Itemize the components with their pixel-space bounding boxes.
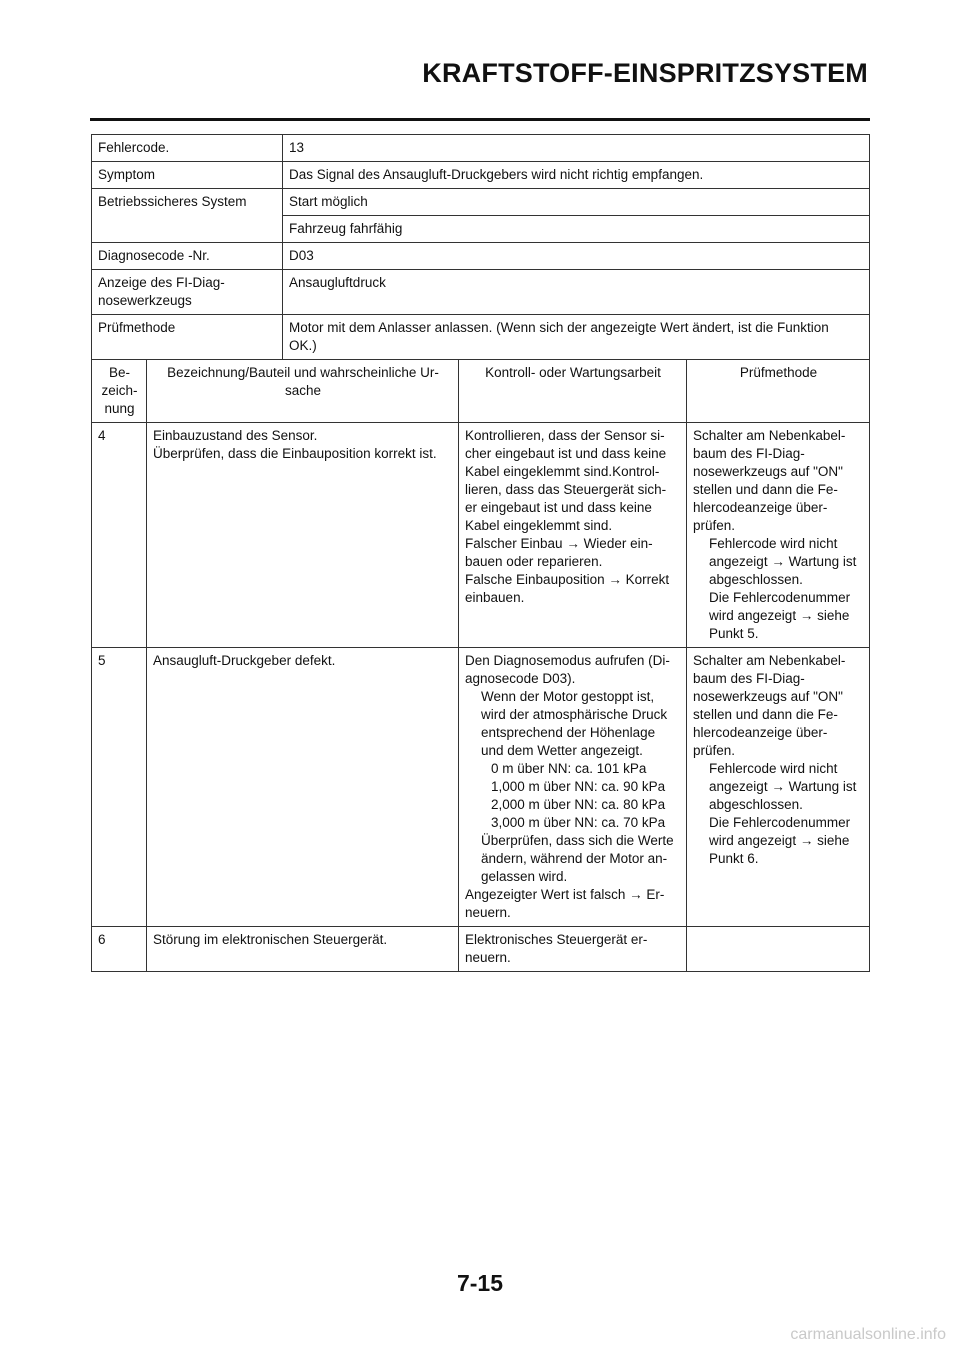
check-line: Schalter am Nebenkabel- [693,653,846,668]
cause-line: Ansaugluft-Druckgeber defekt. [153,653,336,668]
footer-watermark: carmanualsonline.info [790,1326,946,1343]
info-value: Das Signal des Ansaugluft-Druckgebers wird nicht richtig empfangen. [283,162,870,189]
info-row-diagnosecode [92,243,870,270]
row-cause [147,927,459,972]
action-line: Kontrollieren, dass der Sensor si- [465,428,665,443]
cause-line: Störung im elektronischen Steuergerät. [153,932,388,947]
action-line: lieren, dass das Steuergerät sich- [465,482,667,497]
check-line: abgeschlossen. [709,572,803,587]
action-line: er eingebaut ist und dass keine [465,500,652,515]
check-line: baum des FI-Diag- [693,671,805,686]
check-line: Schalter am Nebenkabel- [693,428,846,443]
check-line: wird angezeigt → siehe [709,833,850,848]
check-line: angezeigt → Wartung ist [709,779,857,794]
column-header-check: Prüfmethode [687,360,870,423]
row-number: 6 [92,927,147,972]
check-line: Punkt 6. [709,851,759,866]
column-header-action: Kontroll- oder Wartungsarbeit [459,360,687,423]
column-header-row [92,360,870,423]
pressure-value: 0 m über NN: ca. 101 kPa [491,761,647,776]
title-divider [90,118,870,121]
check-line: Die Fehlercodenummer [709,590,851,605]
pressure-value: 1,000 m über NN: ca. 90 kPa [491,779,666,794]
check-line: Fehlercode wird nicht [709,761,838,776]
cause-line: Überprüfen, dass die Einbauposition korrekt ist. [153,446,437,461]
action-line: cher eingebaut ist und dass keine [465,446,667,461]
check-line: prüfen. [693,743,736,758]
info-row-anzeige [92,270,870,315]
info-row-symptom [92,162,870,189]
action-line: Angezeigter Wert ist falsch → Er- [465,887,665,902]
row-check [687,423,870,648]
row-cause [147,648,459,927]
action-line: ändern, während der Motor an- [481,851,668,866]
check-line: Die Fehlercodenummer [709,815,851,830]
row-cause [147,423,459,648]
info-value: 13 [283,135,870,162]
action-line: bauen oder reparieren. [465,554,603,569]
row-action [459,648,687,927]
table-row [92,648,870,927]
action-line: Falscher Einbau → Wieder ein- [465,536,653,551]
header-line: zeich- [101,383,138,398]
info-value: Ansaugluftdruck [283,270,870,315]
info-label [92,270,283,315]
header-line: Be- [108,365,130,380]
header-line: nung [104,401,135,416]
table-row [92,927,870,972]
page-number: 7-15 [456,1270,504,1296]
header-line: sache [284,383,322,398]
row-number: 4 [92,423,147,648]
fault-code-table [91,134,870,972]
check-line: hlercodeanzeige über- [693,500,828,515]
action-line: und dem Wetter angezeigt. [481,743,643,758]
row-check [687,648,870,927]
action-line: Wenn der Motor gestoppt ist, [481,689,655,704]
action-line: gelassen wird. [481,869,568,884]
check-line: prüfen. [693,518,736,533]
info-label: Diagnosecode -Nr. [92,243,283,270]
header-line: Bezeichnung/Bauteil und wahrscheinliche Ur- [167,365,439,380]
action-line: Elektronisches Steuergerät er- [465,932,648,947]
action-line: neuern. [465,905,511,920]
label-line: nosewerkzeugs [98,293,192,308]
info-value [283,315,870,360]
check-line: stellen und dann die Fe- [693,482,838,497]
action-line: neuern. [465,950,511,965]
action-line: einbauen. [465,590,525,605]
column-header-cause [147,360,459,423]
row-action [459,927,687,972]
pressure-value: 2,000 m über NN: ca. 80 kPa [491,797,666,812]
pressure-value: 3,000 m über NN: ca. 70 kPa [491,815,666,830]
check-line: Fehlercode wird nicht [709,536,838,551]
info-label: Symptom [92,162,283,189]
check-line: abgeschlossen. [709,797,803,812]
action-line: Falsche Einbauposition → Korrekt [465,572,670,587]
check-line: baum des FI-Diag- [693,446,805,461]
info-value: Fahrzeug fahrfähig [283,216,870,243]
check-line: angezeigt → Wartung ist [709,554,857,569]
label-line: Anzeige des FI-Diag- [98,275,225,290]
info-label: Prüfmethode [92,315,283,360]
info-label: Fehlercode. [92,135,283,162]
check-line: nosewerkzeugs auf "ON" [693,689,843,704]
value-line: OK.) [289,338,317,353]
check-line: wird angezeigt → siehe [709,608,850,623]
page-title: KRAFTSTOFF-EINSPRITZSYSTEM [422,58,868,88]
action-line: Kabel eingeklemmt sind. [465,518,613,533]
info-value: D03 [283,243,870,270]
action-line: Kabel eingeklemmt sind.Kontrol- [465,464,660,479]
action-line: Überprüfen, dass sich die Werte [481,833,674,848]
action-line: wird der atmosphärische Druck [481,707,668,722]
check-line: nosewerkzeugs auf "ON" [693,464,843,479]
row-action [459,423,687,648]
column-header-number [92,360,147,423]
action-line: agnosecode D03). [465,671,576,686]
info-row-fehlercode [92,135,870,162]
action-line: Den Diagnosemodus aufrufen (Di- [465,653,670,668]
value-line: Motor mit dem Anlasser anlassen. (Wenn sich der angezeigte Wert ändert, ist die Funktion [289,320,829,335]
info-value: Start möglich [283,189,870,216]
table-row [92,423,870,648]
info-row-betriebssicheres-system [92,189,870,216]
info-row-pruefmethode [92,315,870,360]
row-check [687,927,870,972]
check-line: stellen und dann die Fe- [693,707,838,722]
check-line: Punkt 5. [709,626,759,641]
info-label: Betriebssicheres System [92,189,283,243]
action-line: entsprechend der Höhenlage [481,725,656,740]
check-line: hlercodeanzeige über- [693,725,828,740]
cause-line: Einbauzustand des Sensor. [153,428,318,443]
row-number: 5 [92,648,147,927]
